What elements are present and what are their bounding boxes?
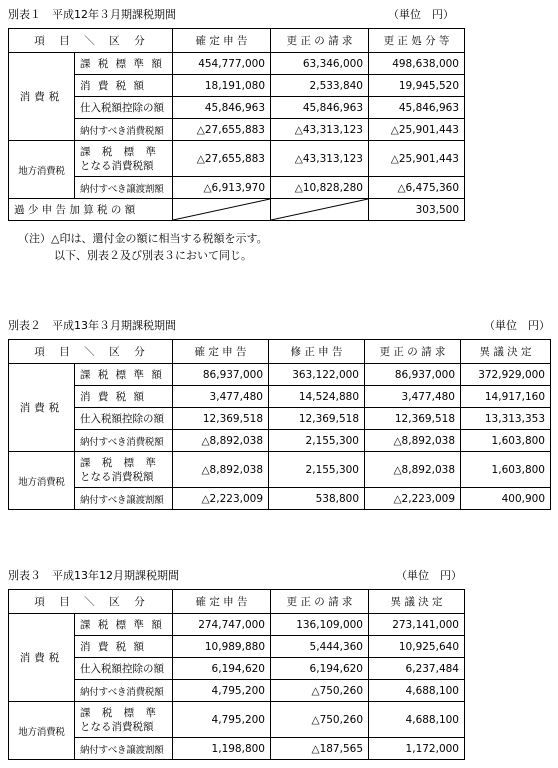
table1-header-col1: 確 定 申 告 <box>173 29 271 53</box>
cell-value: 2,533,840 <box>271 75 369 97</box>
cell-value: △187,565 <box>271 738 369 760</box>
cell-value: 400,900 <box>461 488 551 510</box>
table-row <box>9 738 465 760</box>
table1-header-item: 項 目 ＼ 区 分 <box>9 29 173 53</box>
table-row <box>9 614 465 636</box>
table-row <box>9 658 465 680</box>
cell-value: 6,237,484 <box>369 658 465 680</box>
cell-value: 13,313,353 <box>461 408 551 430</box>
note-line1: （注）△印は、還付金の額に相当する税額を示す。 <box>18 232 268 245</box>
table3-header-item: 項 目 ＼ 区 分 <box>9 590 173 614</box>
row-label-line1: 課 税 標 準 <box>80 145 161 158</box>
table2-title: 別表２ 平成13年３月期課税期間 <box>8 319 176 332</box>
cell-value: △8,892,038 <box>173 430 269 452</box>
cell-value: 6,194,620 <box>173 658 271 680</box>
cell-value: 86,937,000 <box>365 364 461 386</box>
row-label-line1: 課 税 標 準 <box>80 706 161 719</box>
cell-value: △8,892,038 <box>173 452 269 488</box>
row-label: 消 費 税 額 <box>75 636 173 658</box>
table-row <box>9 177 465 199</box>
cell-value: 3,477,480 <box>365 386 461 408</box>
row-label: 課 税 標 準 額 <box>75 364 173 386</box>
cell-value: 454,777,000 <box>173 53 271 75</box>
table1 <box>8 28 465 221</box>
group-local-consumption-tax: 地方消費税 <box>9 141 75 199</box>
row-label: 納付すべき消費税額 <box>75 680 173 702</box>
table-row <box>9 119 465 141</box>
table3 <box>8 589 465 760</box>
cell-value: 4,688,100 <box>369 702 465 738</box>
row-label: 納付すべき譲渡割額 <box>75 177 173 199</box>
empty-slash-cell <box>271 199 369 221</box>
cell-value: 3,477,480 <box>173 386 269 408</box>
penalty-label: 過 少 申 告 加 算 税 の 額 <box>9 199 173 221</box>
table2-header-col3: 更 正 の 請 求 <box>365 340 461 364</box>
row-label <box>75 452 173 488</box>
table2-header-col2: 修 正 申 告 <box>269 340 365 364</box>
note-line2: 以下、別表２及び別表３において同じ。 <box>54 249 252 262</box>
table1-unit: （単位 円） <box>388 8 454 21</box>
table-row <box>9 636 465 658</box>
group-local-consumption-tax: 地方消費税 <box>9 452 75 510</box>
cell-value: 14,524,880 <box>269 386 365 408</box>
table3-title: 別表３ 平成13年12月期課税期間 <box>8 569 179 582</box>
group-consumption-tax: 消費税 <box>9 53 75 141</box>
cell-value: 372,929,000 <box>461 364 551 386</box>
table2-header-item: 項 目 ＼ 区 分 <box>9 340 173 364</box>
row-label: 仕入税額控除の額 <box>75 658 173 680</box>
diagonal-slash <box>271 199 368 220</box>
cell-value: △25,901,443 <box>369 141 465 177</box>
cell-value: 12,369,518 <box>173 408 269 430</box>
row-label: 納付すべき譲渡割額 <box>75 488 173 510</box>
cell-value: △27,655,883 <box>173 141 271 177</box>
table3-header-col2: 更 正 の 請 求 <box>271 590 369 614</box>
cell-value: 2,155,300 <box>269 452 365 488</box>
empty-slash-cell <box>173 199 271 221</box>
row-label: 消 費 税 額 <box>75 386 173 408</box>
table1-title: 別表１ 平成12年３月期課税期間 <box>8 8 176 21</box>
row-label: 消 費 税 額 <box>75 75 173 97</box>
table2-header-col1: 確 定 申 告 <box>173 340 269 364</box>
table-row <box>9 364 551 386</box>
table-row <box>9 386 551 408</box>
cell-value: △25,901,443 <box>369 119 465 141</box>
cell-value: △8,892,038 <box>365 430 461 452</box>
cell-value: 136,109,000 <box>271 614 369 636</box>
row-label-line2: となる消費税額 <box>80 159 154 172</box>
cell-value: 4,795,200 <box>173 702 271 738</box>
row-label: 納付すべき消費税額 <box>75 119 173 141</box>
table2 <box>8 339 551 510</box>
cell-value: 14,917,160 <box>461 386 551 408</box>
cell-value: △27,655,883 <box>173 119 271 141</box>
cell-value: 45,846,963 <box>369 97 465 119</box>
cell-value: 1,172,000 <box>369 738 465 760</box>
table3-unit: （単位 円） <box>396 569 462 582</box>
table-row <box>9 141 465 177</box>
cell-value: 4,688,100 <box>369 680 465 702</box>
table1-header-col2: 更 正 の 請 求 <box>271 29 369 53</box>
group-consumption-tax: 消費税 <box>9 614 75 702</box>
cell-value: 538,800 <box>269 488 365 510</box>
table3-header-row <box>9 590 465 614</box>
cell-value: 5,444,360 <box>271 636 369 658</box>
table-row <box>9 97 465 119</box>
cell-value: △2,223,009 <box>365 488 461 510</box>
cell-value: 273,141,000 <box>369 614 465 636</box>
table-row <box>9 408 551 430</box>
table3-header-col3: 異 議 決 定 <box>369 590 465 614</box>
row-label: 納付すべき譲渡割額 <box>75 738 173 760</box>
row-label <box>75 702 173 738</box>
table-row <box>9 488 551 510</box>
table-row <box>9 680 465 702</box>
table3-header-col1: 確 定 申 告 <box>173 590 271 614</box>
table1-header-row <box>9 29 465 53</box>
cell-value: △750,260 <box>271 680 369 702</box>
cell-value: △43,313,123 <box>271 119 369 141</box>
penalty-value: 303,500 <box>369 199 465 221</box>
cell-value: △10,828,280 <box>271 177 369 199</box>
cell-value: 86,937,000 <box>173 364 269 386</box>
cell-value: 1,603,800 <box>461 430 551 452</box>
cell-value: 12,369,518 <box>269 408 365 430</box>
row-label: 課 税 標 準 額 <box>75 614 173 636</box>
group-local-consumption-tax: 地方消費税 <box>9 702 75 760</box>
cell-value: △750,260 <box>271 702 369 738</box>
table-row <box>9 75 465 97</box>
table2-unit: （単位 円） <box>484 319 550 332</box>
table1-header-col3: 更 正 処 分 等 <box>369 29 465 53</box>
cell-value: 10,925,640 <box>369 636 465 658</box>
row-label-line1: 課 税 標 準 <box>80 456 161 469</box>
cell-value: △8,892,038 <box>365 452 461 488</box>
cell-value: △6,475,360 <box>369 177 465 199</box>
cell-value: △43,313,123 <box>271 141 369 177</box>
cell-value: 45,846,963 <box>173 97 271 119</box>
table-row <box>9 452 551 488</box>
row-label-line2: となる消費税額 <box>80 470 154 483</box>
cell-value: △2,223,009 <box>173 488 269 510</box>
table-row <box>9 702 465 738</box>
group-consumption-tax: 消費税 <box>9 364 75 452</box>
cell-value: 12,369,518 <box>365 408 461 430</box>
table-row-penalty <box>9 199 465 221</box>
row-label: 課 税 標 準 額 <box>75 53 173 75</box>
cell-value: 45,846,963 <box>271 97 369 119</box>
table-row <box>9 53 465 75</box>
cell-value: 19,945,520 <box>369 75 465 97</box>
cell-value: 2,155,300 <box>269 430 365 452</box>
table2-header-row <box>9 340 551 364</box>
cell-value: 4,795,200 <box>173 680 271 702</box>
row-label <box>75 141 173 177</box>
row-label: 仕入税額控除の額 <box>75 97 173 119</box>
cell-value: 63,346,000 <box>271 53 369 75</box>
table2-header-col4: 異 議 決 定 <box>461 340 551 364</box>
diagonal-slash <box>173 199 270 220</box>
cell-value: 10,989,880 <box>173 636 271 658</box>
cell-value: 1,603,800 <box>461 452 551 488</box>
row-label-line2: となる消費税額 <box>80 720 154 733</box>
cell-value: 18,191,080 <box>173 75 271 97</box>
cell-value: △6,913,970 <box>173 177 271 199</box>
row-label: 仕入税額控除の額 <box>75 408 173 430</box>
row-label: 納付すべき消費税額 <box>75 430 173 452</box>
cell-value: 498,638,000 <box>369 53 465 75</box>
table-row <box>9 430 551 452</box>
cell-value: 1,198,800 <box>173 738 271 760</box>
cell-value: 6,194,620 <box>271 658 369 680</box>
cell-value: 274,747,000 <box>173 614 271 636</box>
cell-value: 363,122,000 <box>269 364 365 386</box>
